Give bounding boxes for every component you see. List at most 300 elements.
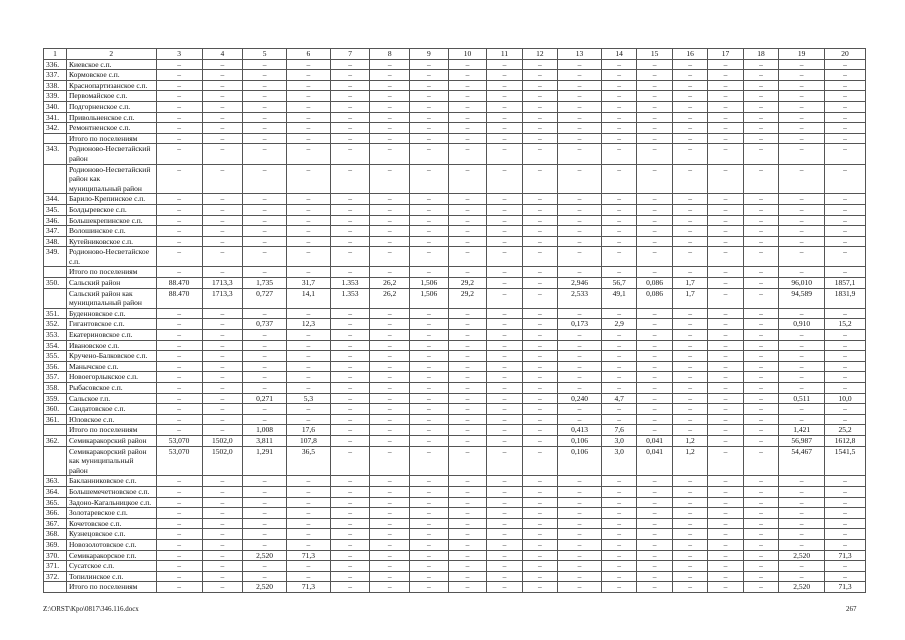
value-cell: 1,008	[243, 425, 287, 436]
value-cell: 0,086	[637, 278, 672, 289]
value-cell: –	[202, 351, 243, 362]
value-cell: –	[743, 571, 778, 582]
value-cell: –	[672, 508, 707, 519]
value-cell: 1,2	[672, 446, 707, 476]
value-cell: –	[156, 144, 202, 164]
value-cell: –	[487, 267, 522, 278]
value-cell: –	[637, 340, 672, 351]
territory-name: Подгорненское с.п.	[66, 101, 156, 112]
value-cell: –	[487, 319, 522, 330]
territory-name: Первомайское с.п.	[66, 91, 156, 102]
value-cell: –	[601, 571, 636, 582]
value-cell: –	[672, 319, 707, 330]
value-cell: –	[243, 247, 287, 267]
value-cell: –	[330, 404, 370, 415]
value-cell: –	[601, 133, 636, 144]
value-cell: –	[672, 372, 707, 383]
value-cell: –	[522, 446, 557, 476]
value-cell: –	[448, 164, 487, 194]
value-cell: 1,291	[243, 446, 287, 476]
value-cell: –	[487, 582, 522, 593]
value-cell: 0,271	[243, 393, 287, 404]
column-number: 10	[448, 49, 487, 60]
value-cell: –	[156, 539, 202, 550]
value-cell: –	[743, 59, 778, 70]
table-row	[44, 414, 866, 425]
value-cell: –	[243, 486, 287, 497]
value-cell: –	[448, 529, 487, 540]
value-cell: –	[448, 582, 487, 593]
value-cell: –	[330, 319, 370, 330]
value-cell: –	[202, 144, 243, 164]
value-cell: –	[287, 486, 331, 497]
value-cell: 4,7	[601, 393, 636, 404]
value-cell: –	[156, 414, 202, 425]
value-cell: –	[243, 215, 287, 226]
value-cell: –	[330, 383, 370, 394]
value-cell: –	[370, 486, 410, 497]
value-cell: –	[637, 497, 672, 508]
value-cell: –	[287, 101, 331, 112]
value-cell: –	[708, 571, 743, 582]
value-cell: –	[601, 330, 636, 341]
value-cell: –	[287, 404, 331, 415]
value-cell: –	[522, 247, 557, 267]
value-cell: –	[743, 351, 778, 362]
territory-name: Итого по поселениям	[66, 267, 156, 278]
value-cell: –	[330, 435, 370, 446]
value-cell: –	[779, 70, 825, 81]
value-cell: –	[202, 80, 243, 91]
table-row	[44, 486, 866, 497]
row-number: 358.	[44, 383, 67, 394]
value-cell: –	[779, 414, 825, 425]
value-cell: –	[287, 361, 331, 372]
value-cell: –	[522, 59, 557, 70]
value-cell: –	[156, 164, 202, 194]
value-cell: –	[672, 59, 707, 70]
value-cell: –	[330, 308, 370, 319]
row-number	[44, 288, 67, 308]
value-cell: –	[410, 508, 449, 519]
value-cell: –	[743, 226, 778, 237]
value-cell: –	[825, 383, 866, 394]
value-cell: –	[672, 123, 707, 134]
value-cell: –	[156, 571, 202, 582]
value-cell: –	[522, 308, 557, 319]
value-cell: –	[708, 330, 743, 341]
value-cell: –	[330, 571, 370, 582]
value-cell: –	[672, 476, 707, 487]
value-cell: –	[601, 476, 636, 487]
value-cell: –	[370, 476, 410, 487]
value-cell: 10,0	[825, 393, 866, 404]
value-cell: –	[672, 194, 707, 205]
value-cell: –	[522, 372, 557, 383]
value-cell: –	[156, 497, 202, 508]
value-cell: –	[156, 236, 202, 247]
value-cell: –	[825, 194, 866, 205]
value-cell: –	[448, 414, 487, 425]
value-cell: –	[330, 497, 370, 508]
value-cell: –	[779, 518, 825, 529]
value-cell: –	[487, 80, 522, 91]
value-cell: –	[410, 361, 449, 372]
territory-name: Кутейниковское с.п.	[66, 236, 156, 247]
value-cell: –	[330, 393, 370, 404]
value-cell: –	[558, 571, 602, 582]
value-cell: –	[743, 144, 778, 164]
value-cell: –	[825, 561, 866, 572]
value-cell: –	[156, 372, 202, 383]
value-cell: –	[825, 164, 866, 194]
territory-name: Манычское с.п.	[66, 361, 156, 372]
table-row	[44, 518, 866, 529]
value-cell: –	[522, 486, 557, 497]
table-row	[44, 133, 866, 144]
value-cell: –	[448, 435, 487, 446]
territory-name: Большекрепинское с.п.	[66, 215, 156, 226]
value-cell: –	[637, 529, 672, 540]
table-row	[44, 267, 866, 278]
value-cell: –	[522, 383, 557, 394]
value-cell: –	[410, 425, 449, 436]
value-cell: 2,520	[243, 550, 287, 561]
value-cell: –	[522, 101, 557, 112]
row-number: 357.	[44, 372, 67, 383]
value-cell: –	[522, 550, 557, 561]
column-number: 6	[287, 49, 331, 60]
value-cell: –	[410, 236, 449, 247]
value-cell: –	[243, 561, 287, 572]
value-cell: 53,070	[156, 446, 202, 476]
value-cell: –	[672, 70, 707, 81]
value-cell: –	[558, 340, 602, 351]
value-cell: –	[637, 215, 672, 226]
value-cell: –	[825, 247, 866, 267]
territory-name: Рыбасовское с.п.	[66, 383, 156, 394]
value-cell: –	[202, 164, 243, 194]
value-cell: –	[672, 486, 707, 497]
value-cell: 1,7	[672, 278, 707, 289]
table-row	[44, 497, 866, 508]
value-cell: –	[743, 236, 778, 247]
value-cell: –	[410, 164, 449, 194]
value-cell: –	[779, 91, 825, 102]
value-cell: –	[558, 164, 602, 194]
value-cell: –	[779, 372, 825, 383]
table-row	[44, 204, 866, 215]
value-cell: –	[558, 194, 602, 205]
value-cell: –	[743, 518, 778, 529]
value-cell: –	[243, 518, 287, 529]
value-cell: –	[522, 267, 557, 278]
value-cell: –	[558, 372, 602, 383]
row-number: 372.	[44, 571, 67, 582]
value-cell: –	[156, 518, 202, 529]
value-cell: –	[330, 372, 370, 383]
value-cell: –	[487, 123, 522, 134]
value-cell: –	[156, 425, 202, 436]
value-cell: 1,2	[672, 435, 707, 446]
value-cell: –	[448, 144, 487, 164]
table-row	[44, 539, 866, 550]
value-cell: –	[487, 330, 522, 341]
value-cell: –	[370, 351, 410, 362]
column-number: 16	[672, 49, 707, 60]
value-cell: –	[243, 91, 287, 102]
value-cell: –	[487, 404, 522, 415]
territory-name: Новоегорлыкское с.п.	[66, 372, 156, 383]
value-cell: –	[156, 91, 202, 102]
value-cell: –	[743, 101, 778, 112]
value-cell: –	[156, 112, 202, 123]
value-cell: –	[156, 70, 202, 81]
column-number: 3	[156, 49, 202, 60]
value-cell: –	[522, 91, 557, 102]
value-cell: –	[287, 59, 331, 70]
value-cell: –	[243, 383, 287, 394]
column-number: 18	[743, 49, 778, 60]
value-cell: –	[522, 236, 557, 247]
value-cell: –	[522, 133, 557, 144]
table-row	[44, 319, 866, 330]
value-cell: –	[487, 236, 522, 247]
value-cell: 71,3	[287, 550, 331, 561]
value-cell: –	[202, 194, 243, 205]
table-row	[44, 529, 866, 540]
value-cell: –	[370, 497, 410, 508]
value-cell: –	[637, 330, 672, 341]
value-cell: –	[487, 247, 522, 267]
value-cell: –	[672, 247, 707, 267]
value-cell: –	[410, 435, 449, 446]
value-cell: –	[202, 529, 243, 540]
value-cell: –	[637, 144, 672, 164]
value-cell: 88.470	[156, 278, 202, 289]
value-cell: 1713,3	[202, 278, 243, 289]
value-cell: –	[330, 361, 370, 372]
value-cell: –	[370, 518, 410, 529]
value-cell: –	[448, 204, 487, 215]
value-cell: 2,9	[601, 319, 636, 330]
row-number: 347.	[44, 226, 67, 237]
value-cell: –	[779, 164, 825, 194]
value-cell: –	[825, 133, 866, 144]
value-cell: –	[637, 112, 672, 123]
value-cell: 0,240	[558, 393, 602, 404]
value-cell: –	[708, 123, 743, 134]
row-number: 363.	[44, 476, 67, 487]
value-cell: –	[708, 508, 743, 519]
value-cell: –	[410, 446, 449, 476]
value-cell: –	[708, 476, 743, 487]
value-cell: –	[448, 330, 487, 341]
value-cell: –	[708, 59, 743, 70]
column-number: 14	[601, 49, 636, 60]
value-cell: –	[243, 80, 287, 91]
value-cell: –	[558, 529, 602, 540]
value-cell: –	[156, 247, 202, 267]
value-cell: –	[330, 508, 370, 519]
value-cell: –	[601, 340, 636, 351]
column-number: 2	[66, 49, 156, 60]
value-cell: 0,106	[558, 435, 602, 446]
value-cell: –	[448, 70, 487, 81]
column-number: 9	[410, 49, 449, 60]
value-cell: –	[448, 91, 487, 102]
value-cell: –	[243, 70, 287, 81]
value-cell: –	[672, 91, 707, 102]
territory-name: Екатериновское с.п.	[66, 330, 156, 341]
value-cell: –	[410, 267, 449, 278]
territory-name: Родионово-Несветайское с.п.	[66, 247, 156, 267]
value-cell: –	[243, 529, 287, 540]
value-cell: 1.353	[330, 288, 370, 308]
value-cell: –	[370, 112, 410, 123]
table-row	[44, 508, 866, 519]
value-cell: –	[672, 518, 707, 529]
table-row	[44, 247, 866, 267]
value-cell: –	[156, 508, 202, 519]
value-cell: –	[410, 497, 449, 508]
row-number: 360.	[44, 404, 67, 415]
value-cell: –	[825, 486, 866, 497]
value-cell: –	[287, 204, 331, 215]
value-cell: –	[672, 582, 707, 593]
value-cell: –	[601, 236, 636, 247]
value-cell: –	[637, 539, 672, 550]
value-cell: –	[410, 194, 449, 205]
value-cell: –	[672, 101, 707, 112]
value-cell: –	[825, 539, 866, 550]
value-cell: –	[410, 561, 449, 572]
territory-name: Краснопартизанское с.п.	[66, 80, 156, 91]
territory-name: Родионово-Несветайский район	[66, 144, 156, 164]
value-cell: –	[202, 267, 243, 278]
value-cell: –	[410, 80, 449, 91]
value-cell: –	[370, 59, 410, 70]
value-cell: –	[487, 144, 522, 164]
row-number: 353.	[44, 330, 67, 341]
value-cell: –	[743, 278, 778, 289]
value-cell: –	[487, 288, 522, 308]
value-cell: –	[708, 226, 743, 237]
value-cell: –	[243, 133, 287, 144]
value-cell: 0,737	[243, 319, 287, 330]
value-cell: –	[558, 247, 602, 267]
territory-name: Сальский район	[66, 278, 156, 289]
row-number: 364.	[44, 486, 67, 497]
value-cell: 3,811	[243, 435, 287, 446]
territory-name: Болдыревское с.п.	[66, 204, 156, 215]
value-cell: –	[287, 215, 331, 226]
value-cell: –	[601, 144, 636, 164]
value-cell: –	[156, 383, 202, 394]
value-cell: –	[601, 486, 636, 497]
value-cell: –	[522, 582, 557, 593]
value-cell: –	[287, 372, 331, 383]
value-cell: –	[202, 550, 243, 561]
table-row	[44, 215, 866, 226]
value-cell: –	[522, 288, 557, 308]
value-cell: –	[243, 236, 287, 247]
value-cell: –	[487, 435, 522, 446]
value-cell: –	[743, 80, 778, 91]
value-cell: –	[708, 278, 743, 289]
value-cell: –	[370, 372, 410, 383]
value-cell: –	[672, 164, 707, 194]
value-cell: –	[448, 497, 487, 508]
value-cell: –	[558, 476, 602, 487]
value-cell: –	[708, 550, 743, 561]
value-cell: 1612,8	[825, 435, 866, 446]
value-cell: –	[558, 133, 602, 144]
value-cell: –	[202, 133, 243, 144]
value-cell: –	[410, 308, 449, 319]
value-cell: –	[743, 529, 778, 540]
value-cell: –	[672, 144, 707, 164]
value-cell: –	[637, 164, 672, 194]
value-cell: –	[825, 351, 866, 362]
value-cell: –	[558, 91, 602, 102]
value-cell: 29,2	[448, 288, 487, 308]
value-cell: –	[601, 80, 636, 91]
territory-name: Итого по поселениям	[66, 582, 156, 593]
value-cell: –	[601, 91, 636, 102]
value-cell: –	[708, 383, 743, 394]
value-cell: –	[743, 204, 778, 215]
table-row	[44, 308, 866, 319]
table-row	[44, 144, 866, 164]
value-cell: –	[202, 340, 243, 351]
value-cell: –	[202, 59, 243, 70]
value-cell: 107,8	[287, 435, 331, 446]
value-cell: –	[410, 476, 449, 487]
value-cell: –	[243, 361, 287, 372]
value-cell: –	[487, 529, 522, 540]
value-cell: –	[672, 414, 707, 425]
table-row	[44, 236, 866, 247]
row-number: 339.	[44, 91, 67, 102]
table-row	[44, 112, 866, 123]
territory-name: Большемечетновское с.п.	[66, 486, 156, 497]
value-cell: 0,910	[779, 319, 825, 330]
value-cell: 56,7	[601, 278, 636, 289]
value-cell: –	[410, 247, 449, 267]
value-cell: –	[825, 215, 866, 226]
value-cell: –	[202, 361, 243, 372]
table-row	[44, 351, 866, 362]
value-cell: –	[825, 340, 866, 351]
value-cell: –	[287, 112, 331, 123]
value-cell: –	[601, 404, 636, 415]
value-cell: –	[202, 204, 243, 215]
value-cell: –	[243, 308, 287, 319]
table-row	[44, 476, 866, 487]
value-cell: –	[637, 247, 672, 267]
value-cell: –	[825, 508, 866, 519]
value-cell: –	[825, 372, 866, 383]
value-cell: 1713,3	[202, 288, 243, 308]
territory-name: Бакланниковское с.п.	[66, 476, 156, 487]
value-cell: 29,2	[448, 278, 487, 289]
value-cell: –	[558, 267, 602, 278]
column-number: 15	[637, 49, 672, 60]
table-row	[44, 435, 866, 446]
value-cell: –	[708, 539, 743, 550]
value-cell: 1831,9	[825, 288, 866, 308]
